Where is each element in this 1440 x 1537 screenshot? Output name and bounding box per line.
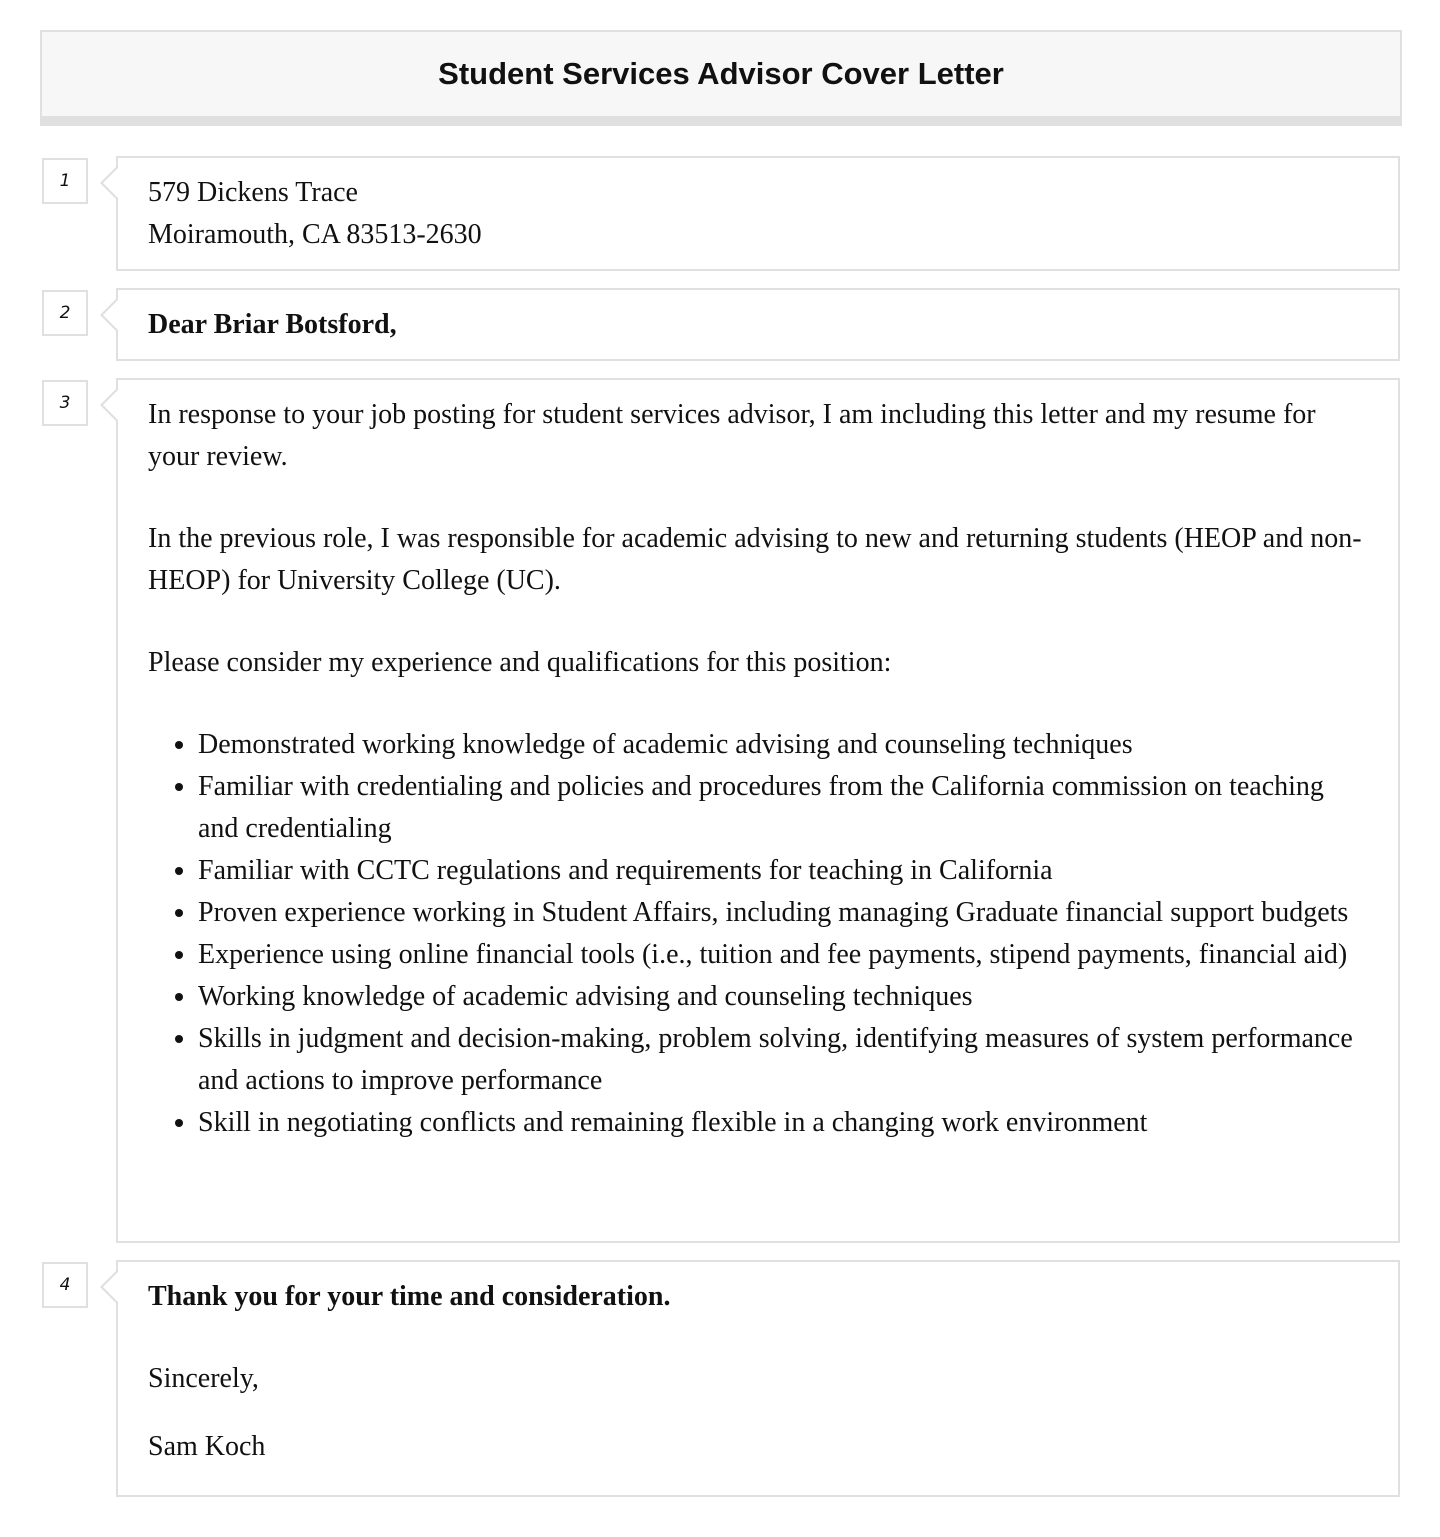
section-number: 3 [42, 380, 88, 426]
thanks-line: Thank you for your time and consideration. [148, 1281, 671, 1312]
qualifications-list [148, 724, 1368, 1144]
list-item: • Proven experience working in Student Affairs, including managing Graduate financial support budgets [198, 892, 1368, 934]
address-line-1: 579 Dickens Trace [148, 177, 358, 208]
salutation-block [116, 288, 1400, 361]
body-paragraph-consider: Please consider my experience and qualifications for this position: [148, 647, 892, 678]
body-block [116, 378, 1400, 1243]
list-item: • Skills in judgment and decision-making, problem solving, identifying measures of system performance and actions to improve performance [198, 1018, 1368, 1102]
section-number: 1 [42, 158, 88, 204]
page-title: Student Services Advisor Cover Letter [438, 56, 1004, 91]
section-number: 4 [42, 1262, 88, 1308]
address-block [116, 156, 1400, 271]
list-item: • Familiar with CCTC regulations and requirements for teaching in California [198, 850, 1368, 892]
body-paragraph-intro: In response to your job posting for student services advisor, I am including this letter and my resume for your review. [148, 399, 1316, 472]
section-number: 2 [42, 290, 88, 336]
list-item: • Experience using online financial tools (i.e., tuition and fee payments, stipend payments, financial aid) [198, 934, 1368, 976]
salutation: Dear Briar Botsford, [148, 309, 397, 340]
list-item: • Skill in negotiating conflicts and remaining flexible in a changing work environment [198, 1102, 1368, 1144]
page-header [40, 30, 1402, 126]
closing-block [116, 1260, 1400, 1497]
body-paragraph-role: In the previous role, I was responsible for academic advising to new and returning students (HEOP and non-HEOP) for University College (UC). [148, 523, 1362, 596]
list-item: • Working knowledge of academic advising and counseling techniques [198, 976, 1368, 1018]
list-item: • Familiar with credentialing and policies and procedures from the California commission on teaching and credentialing [198, 766, 1368, 850]
closing-line: Sincerely, [148, 1363, 259, 1394]
list-item: • Demonstrated working knowledge of academic advising and counseling techniques [198, 724, 1368, 766]
signature: Sam Koch [148, 1431, 266, 1462]
address-line-2: Moiramouth, CA 83513-2630 [148, 219, 482, 250]
